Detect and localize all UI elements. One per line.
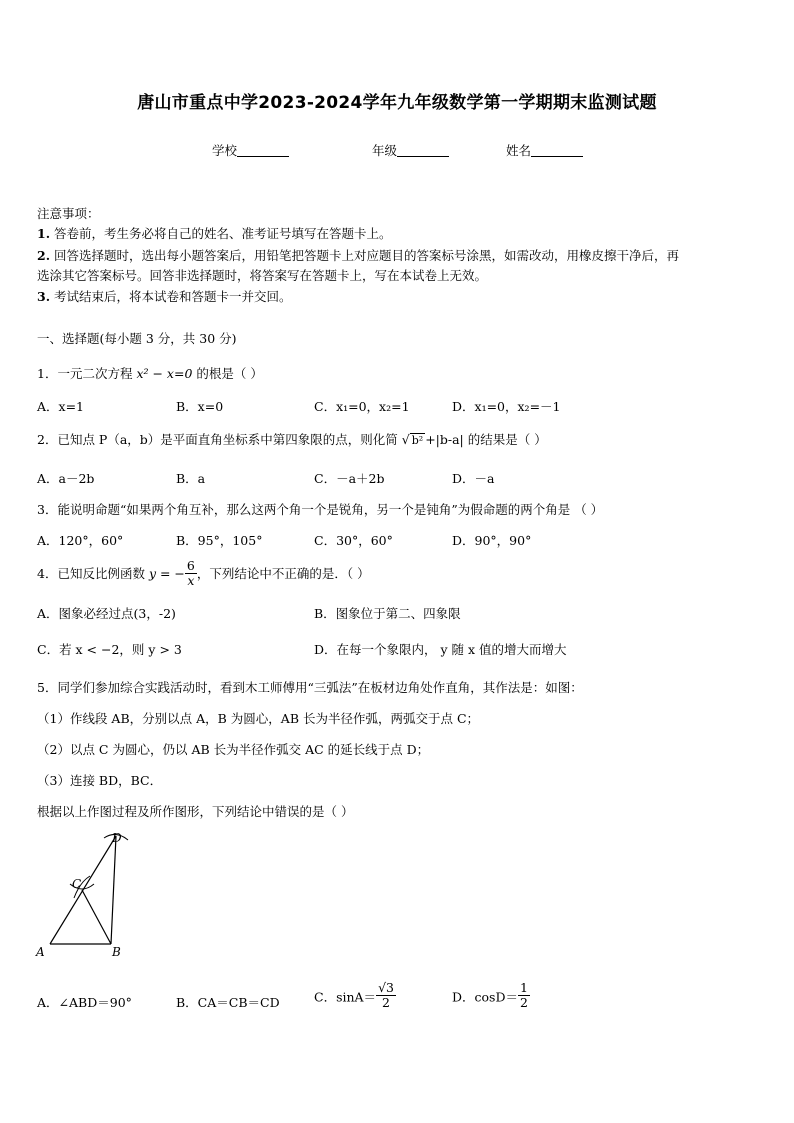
q4-prefix: 4．已知反比例函数 [37,566,149,581]
school-label: 学校 [212,143,238,158]
label-a: A [36,945,45,959]
q3-option-a[interactable]: A．120°，60° [37,533,124,548]
q4-option-d[interactable]: D．在每一个象限内， y 随 x 值的增大而增大 [314,642,567,657]
q2-option-a[interactable]: A．a－2b [37,471,95,486]
school-blank[interactable] [237,144,289,157]
q5-line-1: 5．同学们参加综合实践活动时，看到木工师傅用“三弧法”在板材边角处作直角，其作法是：如图： [37,680,583,695]
q5-option-d-num: 1 [520,980,528,995]
q4-fraction [185,559,197,588]
q5-line-3: （2）以点 C 为圆心，仍以 AB 长为半径作弧交 AC 的延长线于点 D； [37,742,430,757]
question-3: 3．能说明命题“如果两个角互补，那么这两个角一个是锐角，另一个是钝角”为假命题的两个角是 （ ） [37,502,604,517]
label-b: B [112,945,121,959]
q5-option-c-label: C．sinA＝ [314,989,377,1005]
section-heading: 一、选择题(每小题 3 分，共 30 分) [37,331,237,346]
note-num: 1. [37,226,51,241]
q4-option-a[interactable]: A．图象必经过点(3，-2) [37,606,176,621]
question-2 [37,430,547,448]
q1-option-b[interactable]: B．x=0 [176,399,224,414]
q5-line-2: （1）作线段 AB，分别以点 A，B 为圆心，AB 长为半径作弧，两弧交于点 C； [37,711,480,726]
q4-numerator: 6 [186,558,195,573]
q5-option-a[interactable]: A．∠ABD＝90° [37,995,132,1010]
question-1 [37,364,263,382]
q5-option-c-num: √3 [378,980,394,995]
q4-suffix: ，下列结论中不正确的是．（ ） [196,566,370,581]
note-text: 考试结束后，将本试卷和答题卡一并交回。 [54,289,292,304]
question-4 [37,560,370,589]
note-num: 2. [37,248,51,263]
q2-abs: +|b-a| [425,432,464,447]
q5-option-c-fraction [376,981,396,1010]
q4-option-c[interactable]: C．若 x < −2，则 y > 3 [37,642,182,657]
q1-option-c[interactable]: C．x₁=0，x₂=1 [314,399,410,414]
note-item-2-cont [37,266,487,284]
q2-sqrt: √ b² [401,432,424,447]
q5-option-d-den: 2 [520,995,528,1010]
q5-line-4: （3）连接 BD，BC． [37,773,163,788]
q4-denominator: x [187,573,195,588]
notes-heading: 注意事项： [37,206,100,221]
q3-option-c[interactable]: C．30°，60° [314,533,393,548]
q1-option-a[interactable]: A．x=1 [37,399,85,414]
grade-blank[interactable] [397,144,449,157]
q5-figure [30,826,140,966]
q2-suffix: 的结果是（ ） [463,432,547,447]
q2-option-b[interactable]: B．a [176,471,206,486]
grade-field [372,141,449,159]
note-num: 3. [37,289,51,304]
note-text: 答卷前，考生务必将自己的姓名、准考证号填写在答题卡上。 [54,226,392,241]
q2-option-d[interactable]: D．－a [452,471,495,486]
note-text: 选涂其它答案标号。回答非选择题时，将答案写在答题卡上，写在本试卷上无效。 [37,268,488,283]
segment-bc [82,890,111,944]
q4-option-b[interactable]: B．图象位于第二、四象限 [314,606,461,621]
grade-label: 年级 [372,143,398,158]
label-d: D [112,831,122,845]
page-title: 唐山市重点中学2023-2024学年九年级数学第一学期期末监测试题 [137,93,657,113]
note-item-1 [37,224,392,242]
segment-ad [50,836,116,944]
q3-option-b[interactable]: B．95°，105° [176,533,263,548]
note-item-2 [37,246,679,264]
q1-suffix: 的根是（ ） [192,366,263,381]
q5-option-d-label: D．cosD＝ [452,989,518,1005]
q3-option-d[interactable]: D．90°，90° [452,533,532,548]
note-text: 回答选择题时，选出每小题答案后，用铅笔把答题卡上对应题目的答案标号涂黑，如需改动，用橡皮擦干净后，再 [54,248,680,263]
q5-option-c-den: 2 [382,995,390,1010]
q1-option-d[interactable]: D．x₁=0，x₂=－1 [452,399,561,414]
q4-fn-lhs: y = − [148,566,185,581]
q5-line-5: 根据以上作图过程及所作图形，下列结论中错误的是（ ） [37,804,354,819]
note-item-3 [37,287,292,305]
q5-option-d-fraction [518,981,530,1010]
q5-option-c[interactable] [314,982,396,1011]
name-blank[interactable] [531,144,583,157]
q2-option-c[interactable]: C．－a＋2b [314,471,385,486]
q2-prefix: 2．已知点 P（a，b）是平面直角坐标系中第四象限的点，则化简 [37,432,402,447]
q1-prefix: 1．一元二次方程 [37,366,137,381]
q1-equation: x² − x=0 [136,366,193,381]
q5-option-b[interactable]: B．CA＝CB＝CD [176,995,280,1010]
name-label: 姓名 [506,143,532,158]
segment-bd [111,836,116,944]
name-field [506,141,583,159]
q5-option-d[interactable] [452,982,530,1011]
school-field [212,141,289,159]
q2-radicand: b² [411,434,424,447]
label-c: C [72,877,82,891]
